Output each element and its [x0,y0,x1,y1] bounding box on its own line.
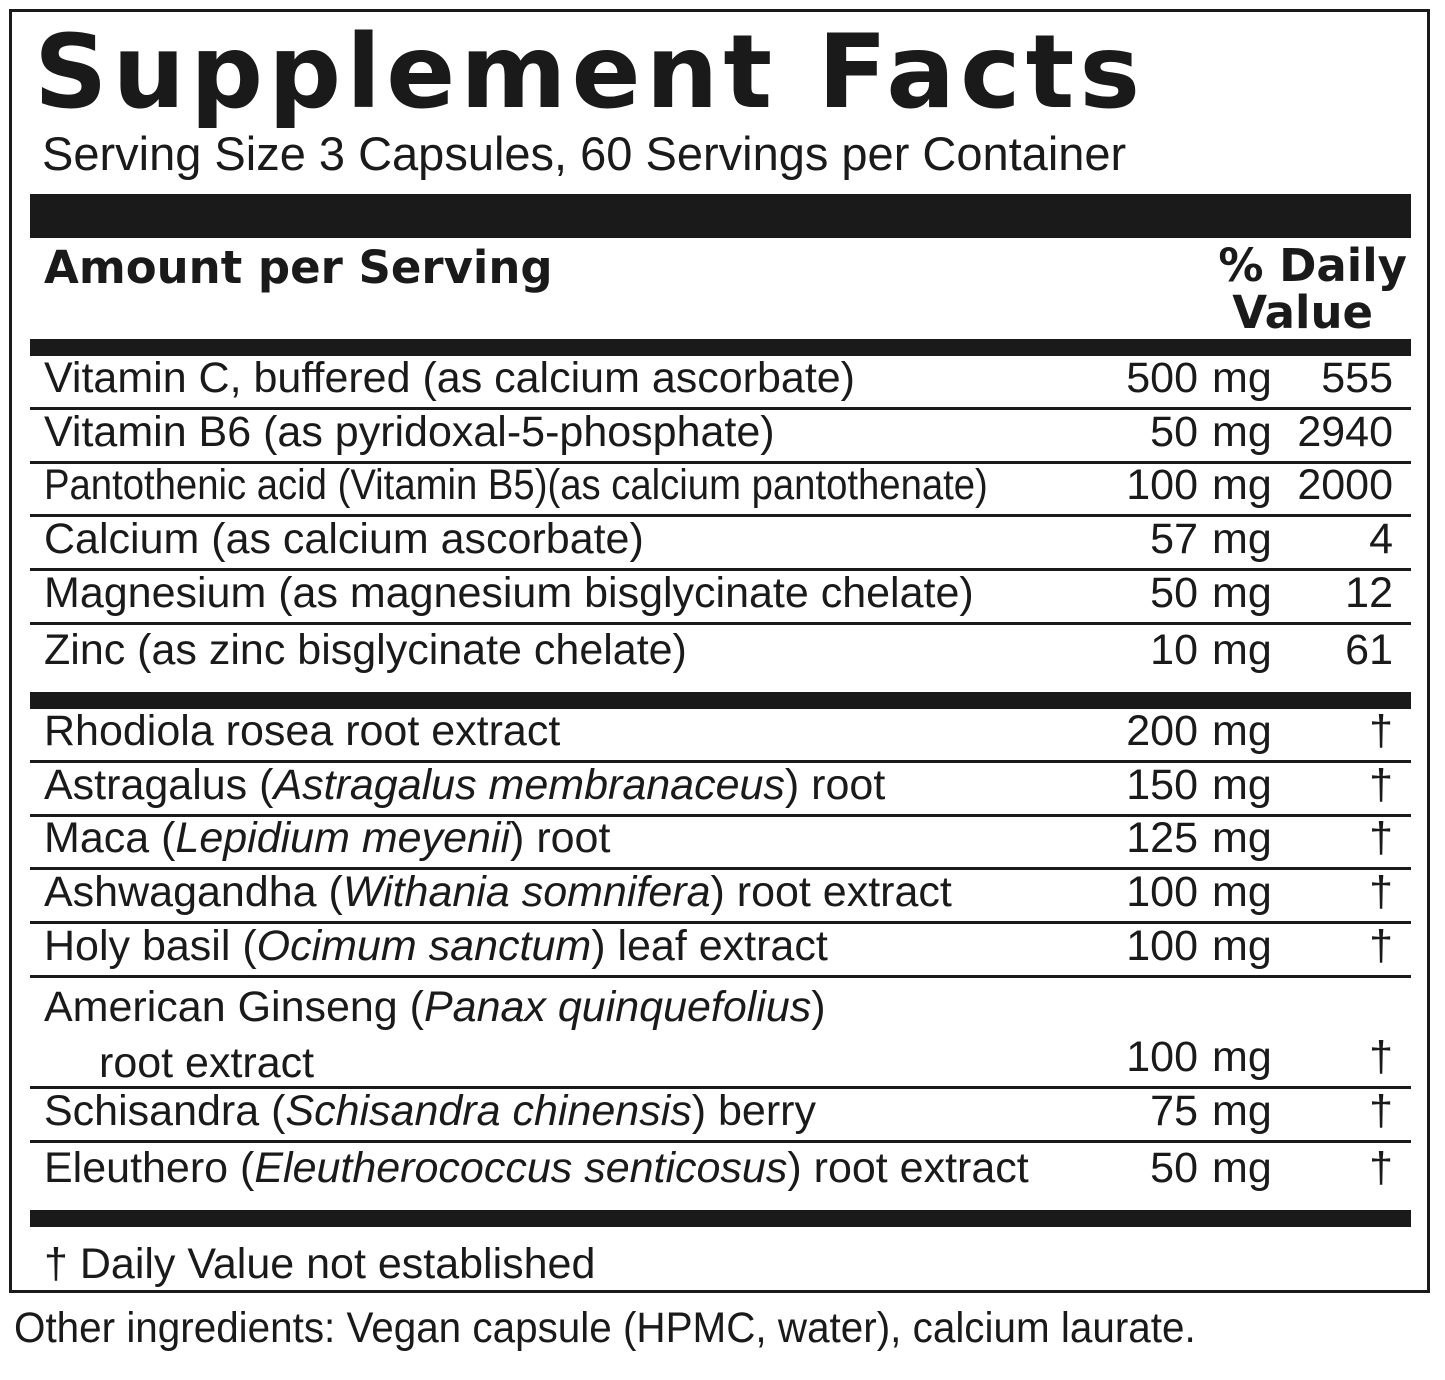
ingredient-amount: 500 [1126,353,1198,402]
ingredient-amount: 50 [1150,407,1198,456]
ingredient-name: Zinc (as zinc bisglycinate chelate) [44,625,687,674]
ingredient-unit: mg [1212,868,1272,917]
ingredient-amount: 125 [1126,814,1198,863]
ingredient-name: Vitamin B6 (as pyridoxal-5-phosphate) [44,407,775,456]
daily-value: † [1369,1143,1393,1192]
ingredient-amount: 100 [1126,868,1198,917]
daily-value: 2940 [1297,407,1393,456]
supplement-facts-panel [9,9,1430,1293]
ingredient-name: Eleuthero (Eleutherococcus senticosus) root extract [44,1143,1029,1192]
table-row [30,353,1411,410]
ingredient-unit: mg [1212,515,1272,564]
daily-value: † [1369,1086,1393,1135]
ingredient-name: Pantothenic acid (Vitamin B5)(as calcium pantothenate) [44,461,988,510]
section-divider [30,1210,1411,1227]
ingredient-name: Schisandra (Schisandra chinensis) berry [44,1086,816,1135]
table-row [30,517,1411,571]
daily-value: † [1369,868,1393,917]
serving-info: Serving Size 3 Capsules, 60 Servings per Container [42,127,1127,180]
ingredient-amount: 10 [1150,625,1198,674]
daily-value-header [1218,239,1407,339]
daily-value-header-line1: % Daily [1218,239,1407,292]
latin-name: Ocimum sanctum [256,921,592,970]
latin-name: Withania somnifera [342,868,711,917]
ingredient-amount: 50 [1150,1143,1198,1192]
other-ingredients: Other ingredients: Vegan capsule (HPMC, water), calcium laurate. [14,1304,1196,1352]
ingredient-amount: 57 [1150,515,1198,564]
table-row [30,407,1411,464]
ingredient-amount: 100 [1126,461,1198,510]
table-row [30,625,1411,679]
ingredient-name: American Ginseng (Panax quinquefolius) root extract [44,982,826,1087]
ingredient-name: Magnesium (as magnesium bisglycinate chelate) [44,568,974,617]
table-row [30,921,1411,978]
ingredient-unit: mg [1212,814,1272,863]
daily-value: 12 [1345,568,1393,617]
latin-name: Panax quinquefolius [424,982,812,1031]
thick-divider [30,194,1411,238]
botanical-list [30,706,1411,1197]
latin-name: Eleutherococcus senticosus [254,1143,788,1192]
ingredient-unit: mg [1212,568,1272,617]
daily-value: 4 [1369,515,1393,564]
table-row [30,870,1411,924]
ingredient-amount: 100 [1126,921,1198,970]
daily-value: 2000 [1297,461,1393,510]
latin-name: Lepidium meyenii [175,814,511,863]
ingredient-amount: 150 [1126,760,1198,809]
table-row [30,706,1411,763]
ingredient-name: Vitamin C, buffered (as calcium ascorbate) [44,353,855,402]
ingredient-unit: mg [1212,921,1272,970]
ingredient-unit: mg [1212,706,1272,755]
table-row [30,760,1411,817]
ingredient-unit: mg [1212,353,1272,402]
ingredient-amount: 200 [1126,706,1198,755]
table-row [30,978,1411,1089]
latin-name: Astragalus membranaceus [273,760,785,809]
ingredient-name: Astragalus (Astragalus membranaceus) root [44,760,886,809]
daily-value: † [1369,760,1393,809]
ingredient-name: Ashwagandha (Withania somnifera) root extract [44,868,952,917]
table-row [30,568,1411,625]
daily-value-header-line2: Value [1232,286,1373,339]
table-row [30,461,1411,518]
ingredient-unit: mg [1212,625,1272,674]
daily-value-footnote: † Daily Value not established [44,1240,596,1288]
daily-value: † [1369,921,1393,970]
amount-per-serving-header: Amount per Serving [44,241,553,294]
ingredient-amount: 100 [1126,1032,1198,1081]
ingredient-name: Holy basil (Ocimum sanctum) leaf extract [44,921,828,970]
ingredient-name: Rhodiola rosea root extract [44,706,561,755]
ingredient-unit: mg [1212,461,1272,510]
daily-value: † [1369,814,1393,863]
nutrient-list [30,353,1411,679]
panel-title: Supplement Facts [34,13,1146,132]
ingredient-unit: mg [1212,1086,1272,1135]
ingredient-unit: mg [1212,760,1272,809]
ingredient-unit: mg [1212,1032,1272,1081]
latin-name: Schisandra chinensis [285,1086,692,1135]
ingredient-amount: 50 [1150,568,1198,617]
ingredient-name: Calcium (as calcium ascorbate) [44,515,644,564]
daily-value: † [1369,1032,1393,1081]
ingredient-amount: 75 [1150,1086,1198,1135]
table-row [30,1086,1411,1143]
ingredient-unit: mg [1212,407,1272,456]
daily-value: 555 [1321,353,1393,402]
table-row [30,814,1411,871]
ingredient-name: Maca (Lepidium meyenii) root [44,814,611,863]
daily-value: † [1369,706,1393,755]
table-row [30,1143,1411,1197]
ingredient-unit: mg [1212,1143,1272,1192]
daily-value: 61 [1345,625,1393,674]
